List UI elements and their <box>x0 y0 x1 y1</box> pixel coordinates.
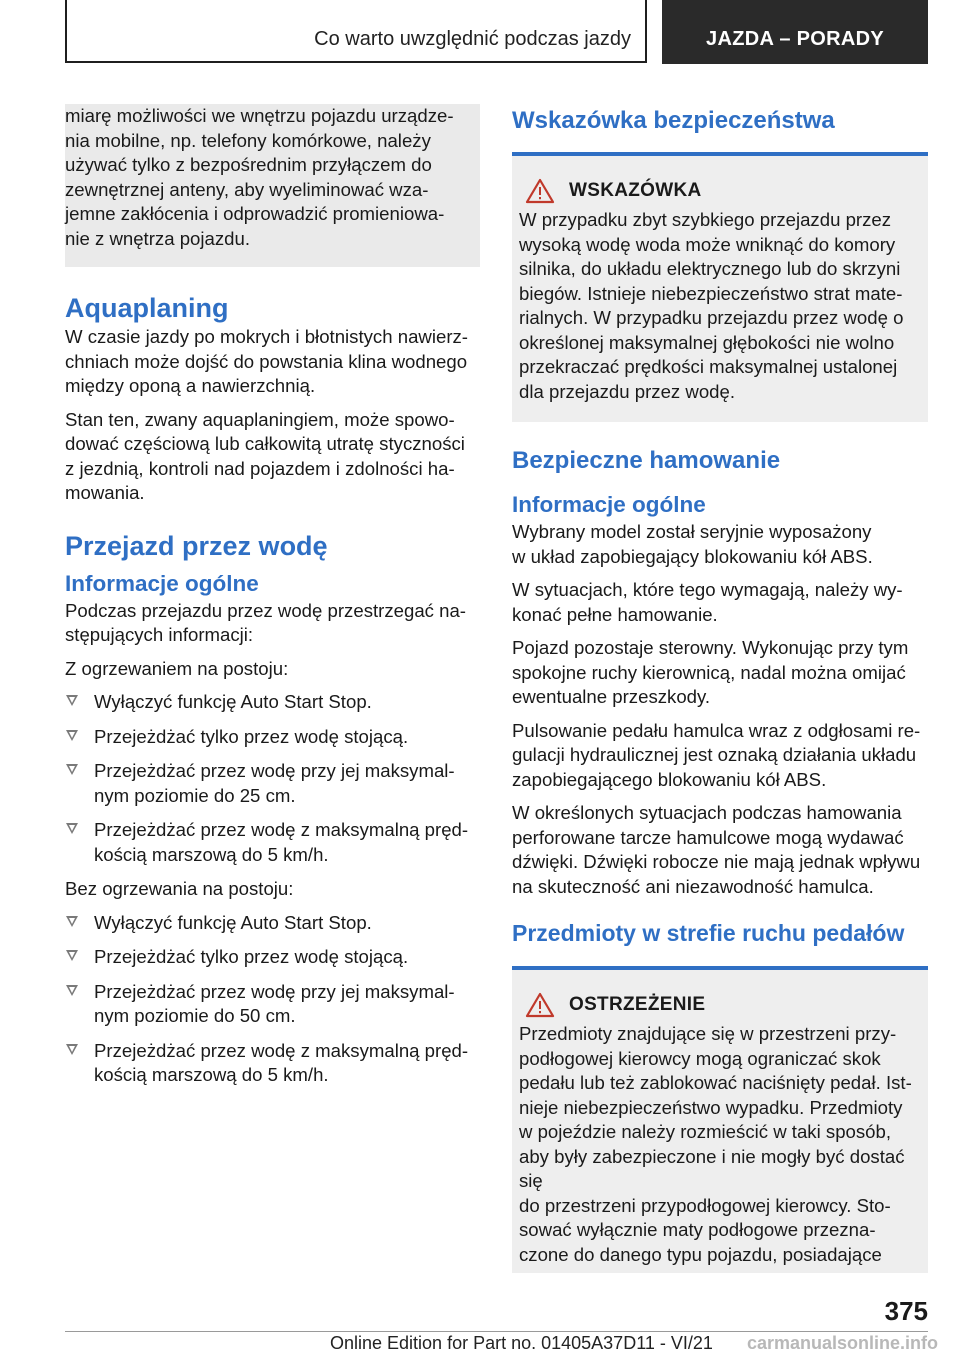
note-box-continued <box>65 104 480 267</box>
list-item: Przejeżdżać przez wodę przy jej maksymal- nym poziomie do 25 cm. <box>65 759 480 808</box>
list-with-heating <box>65 690 480 867</box>
list-item: Przejeżdżać przez wodę z maksymalną pręd- kością marszową do 5 km/h. <box>65 1039 480 1088</box>
list-item: Przejeżdżać przez wodę przy jej maksymal- nym poziomie do 50 cm. <box>65 980 480 1029</box>
warning-triangle-icon <box>525 992 555 1018</box>
footer-divider <box>65 1331 928 1332</box>
bullet-triangle-icon <box>66 916 78 927</box>
chapter-title: JAZDA – PORADY <box>706 28 884 50</box>
braking-paragraph-3: Pojazd pozostaje sterowny. Wykonując przy tym spokojne ruchy kierownicą, nadal można omijać ewentualne przeszkody. <box>512 637 909 707</box>
list-item: Wyłączyć funkcję Auto Start Stop. <box>65 911 480 936</box>
braking-paragraph-1: Wybrany model został seryjnie wyposażony w układ zapobiegający blokowaniu kół ABS. <box>512 521 873 567</box>
safety-note-box <box>512 152 928 422</box>
braking-paragraph-2: W sytuacjach, które tego wymagają, należy wy- konać pełne hamowanie. <box>512 579 903 625</box>
heading-safe-braking: Bezpieczne hamowanie <box>512 447 781 474</box>
edition-info: Online Edition for Part no. 01405A37D11 - VI/21 <box>330 1333 713 1353</box>
page-header <box>65 0 928 64</box>
bullet-triangle-icon <box>66 823 78 834</box>
braking-paragraph-5: W określonych sytuacjach podczas hamowania perforowane tarcze hamulcowe mogą wydawać dźwięki. Dźwięki robocze nie mają jednak wpływu na skuteczność ani niezawodność hamulca. <box>512 802 921 897</box>
warning-text: W przypadku zbyt szybkiego przejazdu przez wysoką wodę woda może wniknąć do komory silnika, do układu elektrycznego lub do skrzyni biegów. Istnieje niebezpieczeństwo strat mate- rialnych. W przypadku przejazdu przez wodę o określonej maksymalnej głębokości nie wolno przekraczać prędkości maksymalnej ustalonej dla przejazdu przez wodę. <box>519 209 904 402</box>
warning-text: Przedmioty znajdujące się w przestrzeni przy- podłogowej kierowcy mogą ograniczać skok pedału lub też zablokować naciśnięty pedał. Ist- nieje niebezpieczeństwo wypadku. Przedmioty w pojeździe należy rozmieścić w taki sposób, aby były zabezpieczone i nie mogły być dostać się do przestrzeni przypodłogowej kierowcy. Sto- sować wyłącznie maty podłogowe przezna- czone do danego typu pojazdu, posiadające <box>519 1023 912 1265</box>
section-tab <box>65 0 647 63</box>
pedal-warning-box <box>512 966 928 1273</box>
bullet-triangle-icon <box>66 950 78 961</box>
bullet-triangle-icon <box>66 1044 78 1055</box>
warning-header <box>519 178 914 204</box>
heading-pedal-area: Przedmioty w strefie ruchu pedałów <box>512 920 905 946</box>
aquaplaning-paragraph-1: W czasie jazdy po mokrych i błotnistych nawierz- chniach może dojść do powstania klina wodnego między oponą a nawierzchnią. <box>65 326 468 396</box>
bullet-triangle-icon <box>66 764 78 775</box>
subheading-general-info: Informacje ogólne <box>65 570 259 596</box>
without-heating-label: Bez ogrzewania na postoju: <box>65 878 294 899</box>
bullet-triangle-icon <box>66 730 78 741</box>
list-item: Wyłączyć funkcję Auto Start Stop. <box>65 690 480 715</box>
water-intro: Podczas przejazdu przez wodę przestrzegać na- stępujących informacji: <box>65 599 467 645</box>
chapter-tab <box>662 0 928 64</box>
warning-header <box>519 992 914 1018</box>
with-heating-label: Z ogrzewaniem na postoju: <box>65 657 289 679</box>
warning-label: OSTRZEŻENIE <box>569 994 706 1015</box>
right-column <box>512 104 928 1273</box>
heading-aquaplaning: Aquaplaning <box>65 293 229 323</box>
section-title: Co warto uwzględnić podczas jazdy <box>314 28 631 50</box>
warning-label: WSKAZÓWKA <box>569 180 702 201</box>
warning-triangle-icon <box>525 178 555 204</box>
list-item: Przejeżdżać tylko przez wodę stojącą. <box>65 725 480 750</box>
note-text: miarę możliwości we wnętrzu pojazdu urządze- nia mobilne, np. telefony komórkowe, należy używać tylko z bezpośrednim przyłączem do zewnętrznej anteny, aby wyeliminować wza- jemne zakłócenia i odprowadzić promieniowa- nie z wnętrza pojazdu. <box>65 105 454 249</box>
list-item: Przejeżdżać przez wodę z maksymalną pręd- kością marszową do 5 km/h. <box>65 818 480 867</box>
page-number: 375 <box>884 1296 928 1326</box>
watermark: carmanualsonline.info <box>746 1333 938 1353</box>
heading-safety-note: Wskazówka bezpieczeństwa <box>512 107 835 134</box>
braking-paragraph-4: Pulsowanie pedału hamulca wraz z odgłosami re- gulacji hydraulicznej jest oznaką działania układu zapobiegającego blokowaniu kół ABS. <box>512 719 921 790</box>
list-without-heating <box>65 911 480 1088</box>
list-item: Przejeżdżać tylko przez wodę stojącą. <box>65 945 480 970</box>
bullet-triangle-icon <box>66 695 78 706</box>
aquaplaning-paragraph-2: Stan ten, zwany aquaplaningiem, może spowo- dować częściową lub całkowitą utratę styczności z jezdnią, kontroli nad pojazdem i zdolności ha- mowania. <box>65 408 465 503</box>
subheading-braking-general: Informacje ogólne <box>512 492 706 517</box>
bullet-triangle-icon <box>66 985 78 996</box>
heading-water-crossing: Przejazd przez wodę <box>65 530 328 561</box>
left-column <box>65 104 480 1098</box>
